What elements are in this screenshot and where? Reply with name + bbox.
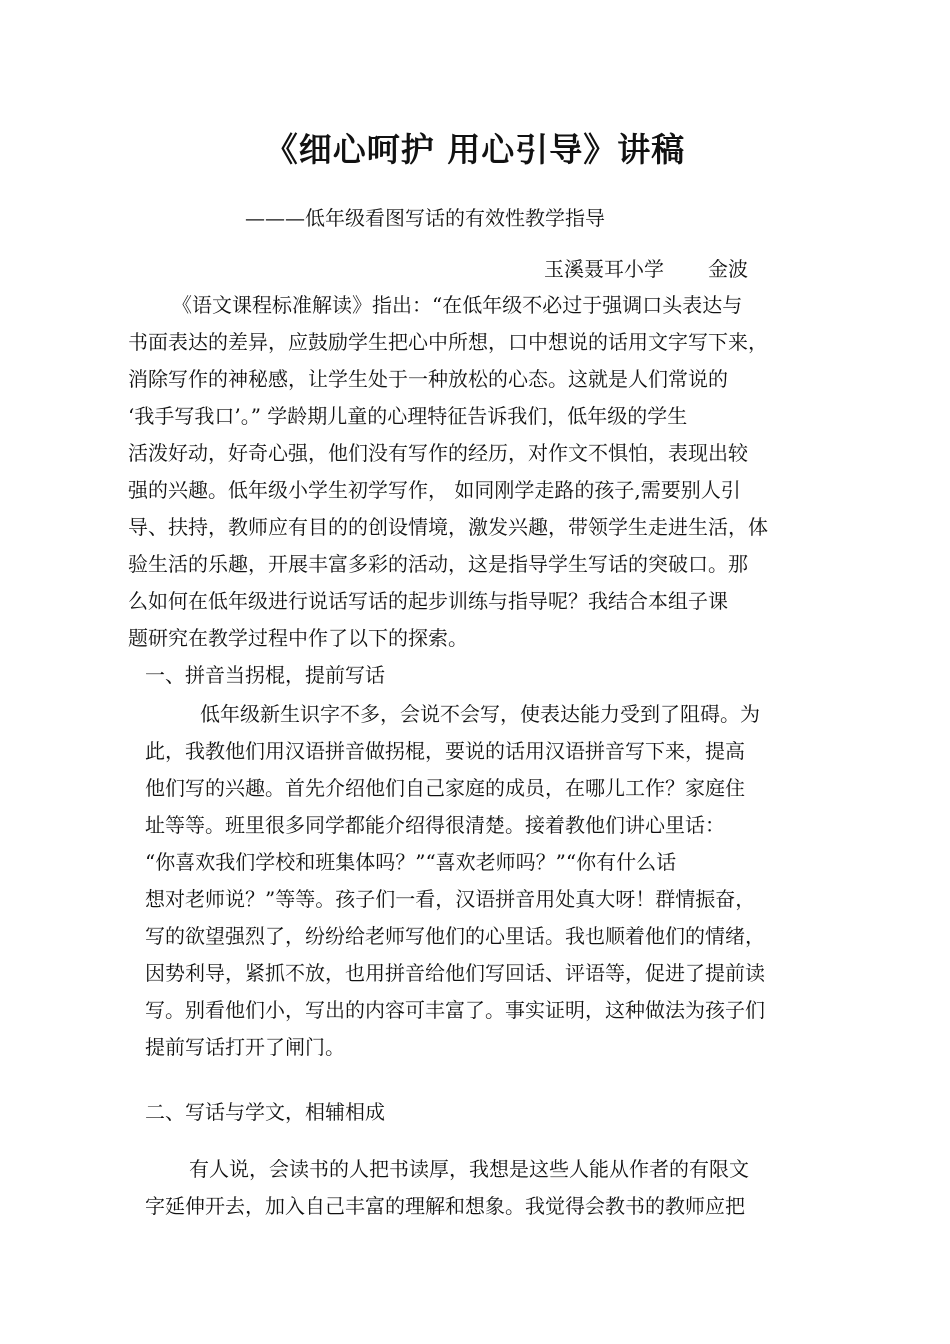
- document-subtitle: ———低年级看图写话的有效性教学指导: [245, 206, 605, 230]
- text-line: 因势利导，紧抓不放，也用拼音给他们写回话、评语等，促进了提前读: [145, 961, 765, 985]
- text-line: 址等等。班里很多同学都能介绍得很清楚。接着教他们讲心里话：: [145, 813, 725, 837]
- byline: [544, 254, 748, 284]
- text-line: ‘我手写我口’。” 学龄期儿童的心理特征告诉我们，低年级的学生: [128, 404, 688, 428]
- text-line: 写。别看他们小，写出的内容可丰富了。事实证明，这种做法为孩子们: [145, 998, 765, 1022]
- document-title: 《细心呵护 用心引导》讲稿: [264, 130, 686, 169]
- text-line: 活泼好动，好奇心强，他们没有写作的经历，对作文不惧怕，表现出较: [128, 441, 748, 465]
- text-line: 此，我教他们用汉语拼音做拐棍，要说的话用汉语拼音写下来，提高: [145, 739, 745, 763]
- text-line: 想对老师说？”等等。孩子们一看，汉语拼音用处真大呀！群情振奋，: [145, 887, 756, 911]
- text-line: 验生活的乐趣，开展丰富多彩的活动，这是指导学生写话的突破口。那: [128, 552, 748, 576]
- text-line: 低年级新生识字不多，会说不会写，使表达能力受到了阻碍。为: [200, 702, 760, 726]
- text-line: 消除写作的神秘感，让学生处于一种放松的心态。这就是人们常说的: [128, 367, 728, 391]
- text-line: 么如何在低年级进行说话写话的起步训练与指导呢？我结合本组子课: [128, 589, 728, 613]
- author-name: 金波: [708, 257, 748, 281]
- text-line: 强的兴趣。低年级小学生初学写作， 如同刚学走路的孩子,需要别人引: [128, 478, 741, 502]
- text-line: 书面表达的差异，应鼓励学生把心中所想，口中想说的话用文字写下来，: [128, 330, 768, 354]
- text-line: 字延伸开去，加入自己丰富的理解和想象。我觉得会教书的教师应把: [145, 1194, 745, 1218]
- text-line: 题研究在教学过程中作了以下的探索。: [128, 626, 468, 650]
- text-line: 有人说，会读书的人把书读厚，我想是这些人能从作者的有限文: [189, 1157, 749, 1181]
- text-line: 他们写的兴趣。首先介绍他们自己家庭的成员，在哪儿工作？家庭住: [145, 776, 745, 800]
- text-line: 导、扶持，教师应有目的的创设情境，激发兴趣，带领学生走进生活，体: [128, 515, 768, 539]
- section-heading: 二、写话与学文，相辅相成: [145, 1100, 385, 1124]
- text-line: “你喜欢我们学校和班集体吗？”“喜欢老师吗？”“你有什么话: [145, 850, 677, 874]
- text-line: 《语文课程标准解读》指出：“在低年级不必过于强调口头表达与: [172, 293, 743, 317]
- school-name: 玉溪聂耳小学: [544, 257, 664, 281]
- section-heading: 一、拼音当拐棍，提前写话: [145, 663, 385, 687]
- text-line: 提前写话打开了闸门。: [145, 1035, 345, 1059]
- text-line: 写的欲望强烈了，纷纷给老师写他们的心里话。我也顺着他们的情绪，: [145, 924, 765, 948]
